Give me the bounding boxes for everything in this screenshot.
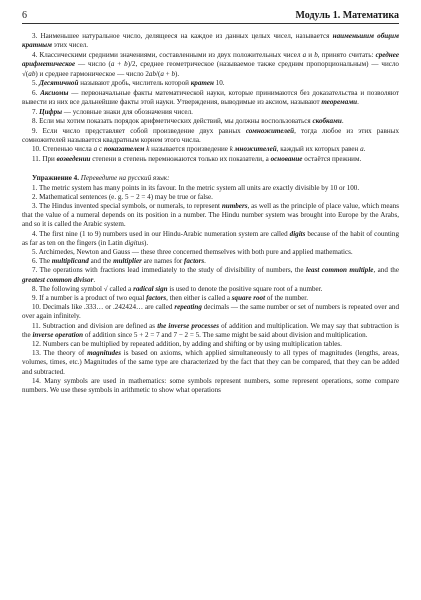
exercise-sentence: 4. The first nine (1 to 9) numbers used in our Hindu-Arabic numeration system are called digits because of the habit of counting as far as ten on the fingers (in Latin digitus).	[22, 229, 399, 247]
italic-text: k	[229, 145, 233, 154]
italic-text: k	[146, 145, 150, 154]
exercise-sentence: 3. The Hindus invented special symbols, or numerals, to represent numbers, as well as the principle of place value, which means that the value of a numeral depends on its position in a number. The Hindu number system was brought into Europe by the Arabs, and so it is called the Arabic system.	[22, 201, 399, 229]
key-term: greatest common divisor	[22, 275, 94, 284]
key-term: repeating	[174, 303, 202, 312]
running-title: Модуль 1. Математика	[295, 10, 399, 21]
exercise-sentence: 8. The following symbol √ called a radical sign is used to denote the positive square root of a number.	[32, 284, 323, 293]
russian-definitions-list	[22, 32, 399, 164]
italic-text: a	[93, 145, 98, 154]
key-term: multiplier	[113, 257, 142, 266]
key-term: factors	[184, 257, 205, 266]
key-term: кратен	[190, 79, 214, 88]
key-term: the inverse processes	[157, 321, 219, 330]
italic-text: a	[360, 145, 364, 154]
page-header	[22, 10, 399, 24]
definition-paragraph: 6. Аксиомы — первоначальные факты математической науки, которые принимаются без доказательства и позволяют вывести из них все дальнейшие факты этой науки. Утверждения, выводимые из аксиом, называют теоремами.	[22, 88, 400, 107]
key-term: Десятичной	[39, 79, 79, 88]
definition-paragraph: 10. Степенью числа a с показателем k называется произведение k множителей, каждый их которых равен a.	[32, 145, 366, 154]
key-term: square root	[231, 293, 266, 302]
exercise-heading	[22, 174, 399, 183]
exercise-sentence: 6. The multiplicand and the multiplier are names for factors.	[32, 257, 206, 266]
key-term: factors	[146, 293, 167, 302]
exercise-sentence: 7. The operations with fractions lead immediately to the study of divisibility of numbers, the least common multiple, and the greatest common divisor.	[22, 266, 399, 284]
italic-text: b	[171, 69, 175, 78]
key-term: magnitudes	[87, 349, 121, 358]
exercise-instruction: Переведите на русский язык:	[80, 174, 170, 183]
key-term: показателем	[103, 145, 145, 154]
definition-paragraph: 3. Наименьшее натуральное число, делящееся на каждое из данных целых чисел, называется наименьшим общим кратным этих чисел.	[22, 32, 399, 50]
definition-paragraph: 7. Цифры — условные знаки для обозначения чисел.	[32, 107, 193, 116]
definition-paragraph: 4. Классическими средними значениями, составленными из двух положительных чисел a и b, принято считать: среднее арифметическое — число (a + b)/2, среднее геометрическое (называемое также средним пропорциональным) — число √(ab) и среднее гармоническое — число 2ab/(a + b).	[22, 50, 399, 78]
italic-text: digitus	[124, 238, 144, 247]
key-term: Аксиомы	[40, 88, 69, 97]
key-term: inverse operation	[32, 330, 84, 339]
key-term: least common multiple	[305, 266, 374, 275]
italic-text: b	[314, 50, 318, 59]
definition-paragraph: 5. Десятичной называют дробь, числитель которой кратен 10.	[32, 79, 225, 88]
key-term: numbers	[221, 201, 248, 210]
exercise-sentence: 2. Mathematical sentences (e. g. 5 − 2 = 4) may be true or false.	[32, 192, 213, 201]
italic-text: a	[160, 69, 164, 78]
italic-text: ab	[148, 69, 156, 78]
key-term: скобками	[312, 117, 342, 126]
key-term: multiplicand	[51, 257, 89, 266]
definition-paragraph: 8. Если мы хотим показать порядок арифметических действий, мы должны воспользоваться скобками.	[32, 117, 344, 126]
exercise-sentence: 10. Decimals like .333… or .242424… are called repeating decimals — the same number or set of numbers is repeated over and over again infinitely.	[22, 303, 399, 321]
page-number: 6	[22, 10, 27, 21]
exercise-sentence: 1. The metric system has many points in its favour. In the metric system all units are exactly divisible by 10 or 100.	[32, 183, 360, 192]
key-term: сомножителей	[245, 126, 295, 135]
exercise-sentences-list	[22, 184, 399, 396]
key-term: возведении	[56, 154, 91, 163]
exercise-sentence: 14. Many symbols are used in mathematics: some symbols represent numbers, some represent operations, some compare numbers. We use these symbols in arithmetic to show what operations	[22, 376, 399, 395]
key-term: Цифры	[39, 107, 63, 116]
exercise-4	[22, 174, 399, 395]
italic-text: ab	[28, 69, 36, 78]
italic-text: b	[124, 60, 128, 69]
exercise-title: Упражнение 4.	[32, 174, 79, 183]
definition-paragraph: 11. При возведении степени в степень перемножаются только их показатели, а основание остаётся прежним.	[32, 154, 362, 163]
definition-paragraph: 9. Если число представляет собой произведение двух равных сомножителей, тогда любое из этих равных сомножителей называется квадратным корнем этого числа.	[22, 126, 399, 144]
exercise-sentence: 5. Archimedes, Newton and Gauss — these three concerned themselves with both pure and applied mathematics.	[32, 247, 353, 256]
key-term: наименьшим общим кратным	[22, 32, 399, 50]
key-term: digits	[289, 229, 306, 238]
exercise-sentence: 13. The theory of magnitudes is based on axioms, which applied simultaneously to all types of magnitudes (lengths, areas, volumes, times, etc.) Magnitudes of the same type are characterized by the fact that they can be compared, that they can be added and subtracted.	[22, 349, 399, 376]
italic-text: a	[110, 60, 115, 69]
exercise-sentence: 9. If a number is a product of two equal factors, then either is called a square root of the number.	[32, 293, 309, 302]
key-term: основание	[270, 154, 303, 163]
key-term: radical sign	[133, 284, 168, 293]
exercise-sentence: 12. Numbers can be multiplied by repeated addition, by adding and shifting or by using multiplication tables.	[32, 340, 342, 348]
key-term: множителей	[234, 145, 277, 154]
key-term: среднее арифметическое	[22, 50, 399, 69]
key-term: теоремами	[321, 98, 358, 107]
exercise-sentence: 11. Subtraction and division are defined as the inverse processes of addition and multiplication. We may say that subtraction is the inverse operation of addition since 5 + 2 = 7 and 7 − 2 = 5. The same might be said about division and multiplication.	[22, 321, 399, 339]
italic-text: a	[302, 50, 307, 59]
